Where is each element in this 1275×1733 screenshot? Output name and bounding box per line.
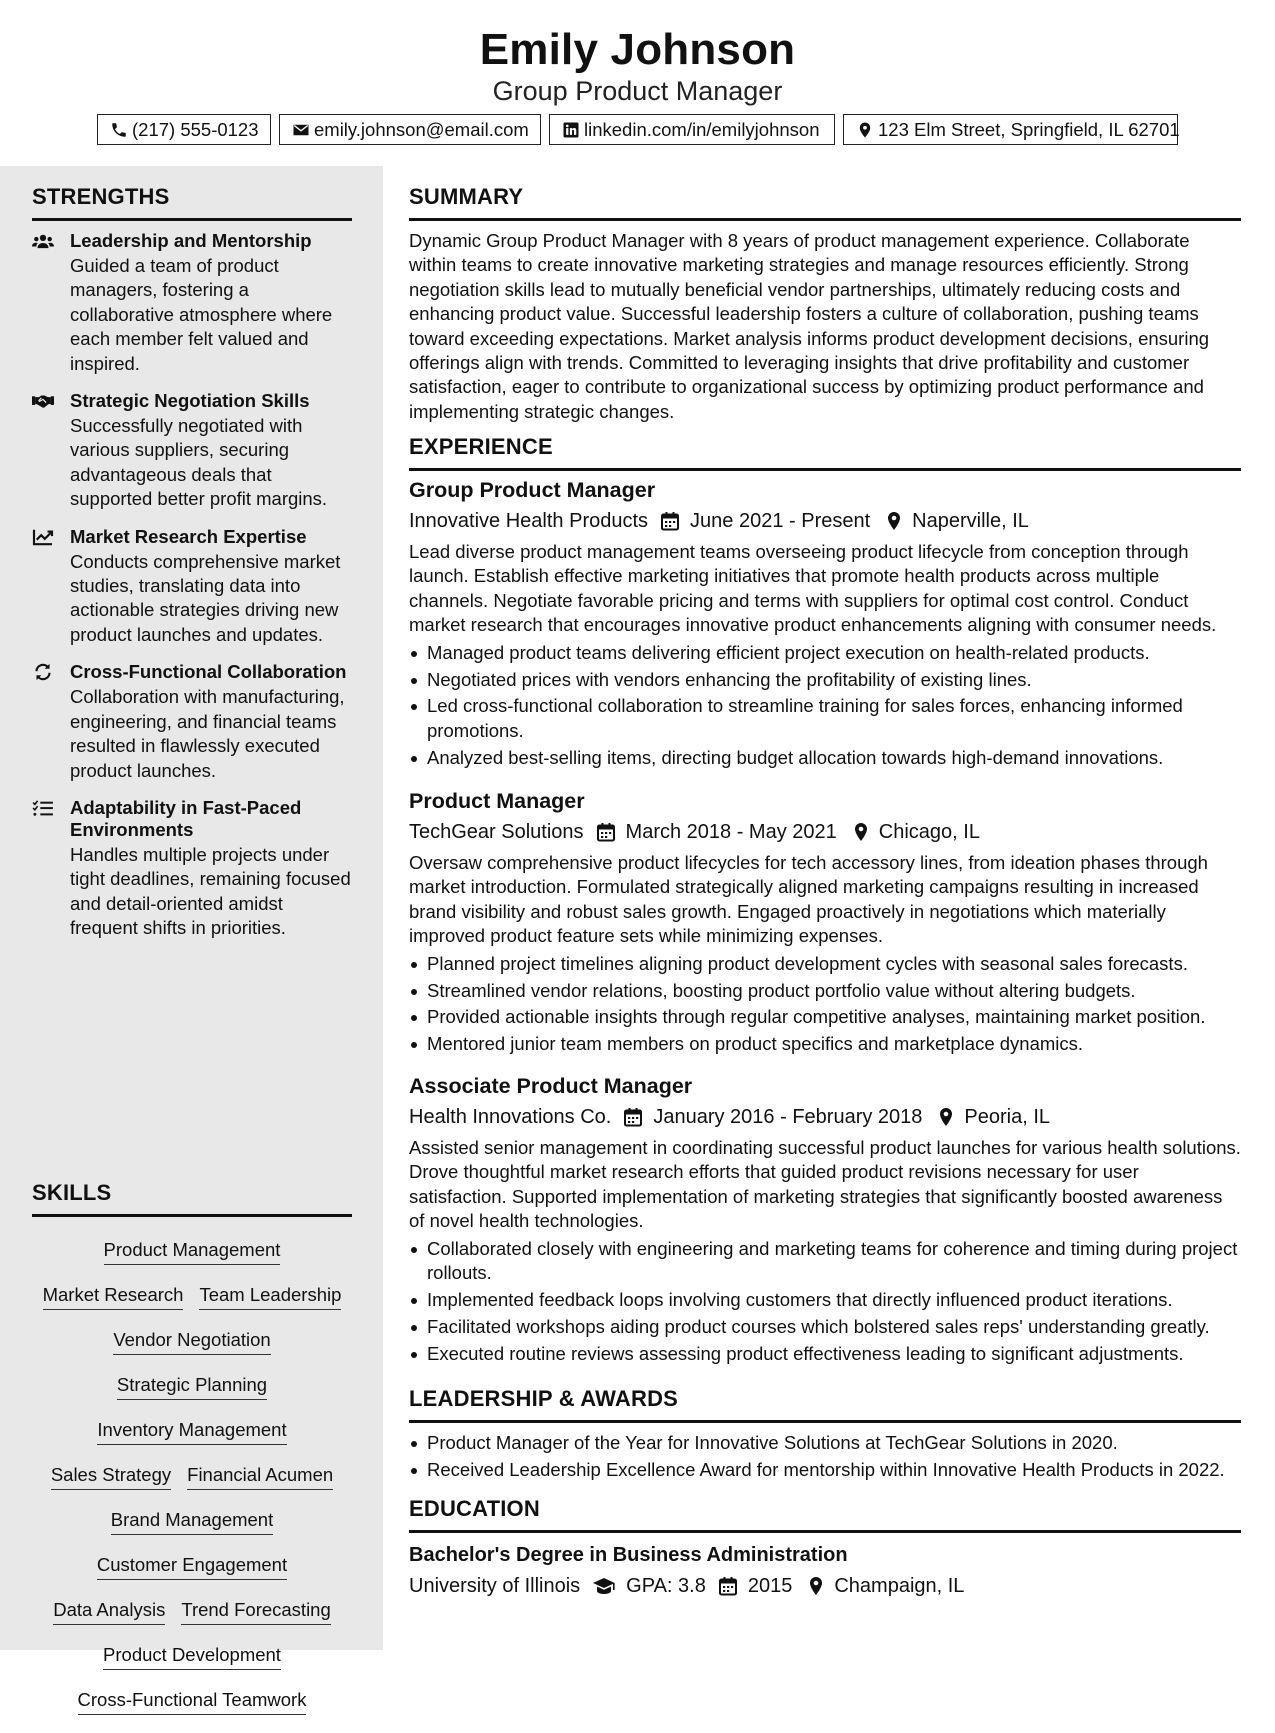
job-description: Lead diverse product management teams overseeing product lifecycle from conception through launch. Establish effective marketing initiatives that promote health products across multiple channels. Negotiate favorable pricing and terms with suppliers for optimal cost control. Conduct market research that encourages innovative product enhancements aligning with consumer needs.	[409, 541, 1217, 636]
job-bullet: Negotiated prices with vendors enhancing the profitability of existing lines.	[409, 668, 1241, 692]
skill-row	[32, 1238, 352, 1283]
awards-heading: LEADERSHIP & AWARDS	[409, 1386, 679, 1411]
education-section	[409, 1496, 1241, 1599]
location-icon	[806, 1576, 826, 1596]
contact-bar	[0, 114, 1275, 145]
skill-tag: Customer Engagement	[97, 1553, 287, 1580]
skill-tag: Vendor Negotiation	[113, 1328, 270, 1355]
skill-row	[32, 1688, 352, 1733]
job-location: Chicago, IL	[878, 821, 980, 843]
strength-item	[32, 797, 352, 941]
chart-line-icon	[32, 528, 54, 546]
skill-tag: Strategic Planning	[117, 1373, 267, 1400]
skill-tag: Product Management	[104, 1238, 281, 1265]
skill-tag: Cross-Functional Teamwork	[78, 1688, 307, 1715]
job-bullet: Facilitated workshops aiding product courses which bolstered sales reps' understanding greatly.	[409, 1315, 1241, 1339]
phone-icon	[110, 121, 128, 139]
skill-row	[32, 1283, 352, 1328]
experience-section	[409, 434, 1241, 471]
skill-row	[32, 1373, 352, 1418]
job-company: TechGear Solutions	[409, 821, 584, 843]
job-bullet: Streamlined vendor relations, boosting product portfolio value without altering budgets.	[409, 979, 1241, 1003]
job-title: Associate Product Manager	[409, 1074, 693, 1098]
job-description: Assisted senior management in coordinating successful product launches for various health solutions. Drove thoughtful market research efforts that guided product revisions necessary for user satisfaction. Supported implementation of marketing strategies that significantly boosted awareness of novel health technologies.	[409, 1137, 1241, 1232]
strengths-heading-block	[32, 184, 352, 221]
summary-section	[409, 184, 1241, 424]
job-entry	[409, 1073, 1241, 1369]
contact-linkedin[interactable]	[549, 114, 835, 145]
strengths-list	[32, 230, 352, 955]
summary-text: Dynamic Group Product Manager with 8 years of product management experience. Collaborate within teams to create innovative marketing strategies and manage resources efficiently. Strong negotiation skills lead to mutually beneficial vendor partnerships, ultimately reducing costs and enhancing product value. Successful leadership fosters a culture of collaboration, pushing teams toward exceeding expectations. Market analysis informs product development decisions, ensuring offerings align with trends. Committed to leveraging insights that drive profitability and customer satisfaction, eager to contribute to organizational success by optimizing product performance and implementing strategic changes.	[409, 230, 1210, 422]
skill-tag: Market Research	[43, 1283, 184, 1310]
job-entry	[409, 477, 1241, 773]
skill-tag: Brand Management	[111, 1508, 274, 1535]
graduation-cap-icon	[592, 1576, 616, 1596]
job-title: Product Manager	[409, 789, 585, 813]
section-divider	[409, 468, 1241, 471]
education-heading: EDUCATION	[409, 1496, 540, 1521]
award-item: Product Manager of the Year for Innovative Solutions at TechGear Solutions in 2020.	[409, 1431, 1241, 1455]
strength-description: Conducts comprehensive market studies, translating data into actionable strategies driving new product launches and updates.	[70, 550, 341, 645]
location-icon	[851, 822, 871, 842]
skill-tag: Team Leadership	[199, 1283, 341, 1310]
summary-heading: SUMMARY	[409, 184, 524, 209]
strengths-heading: STRENGTHS	[32, 184, 170, 209]
location-icon	[856, 121, 874, 139]
school-location: Champaign, IL	[834, 1575, 965, 1597]
resume-header	[0, 0, 1275, 166]
strength-item	[32, 526, 352, 648]
skill-row	[32, 1508, 352, 1553]
skill-tag: Trend Forecasting	[181, 1598, 330, 1625]
skill-tag: Product Development	[103, 1643, 281, 1670]
skill-tag: Data Analysis	[53, 1598, 165, 1625]
job-dates: January 2016 - February 2018	[653, 1106, 923, 1128]
strength-title: Cross-Functional Collaboration	[70, 661, 347, 683]
job-company: Innovative Health Products	[409, 510, 649, 532]
job-bullets	[409, 1237, 1241, 1367]
strength-title: Adaptability in Fast-Paced Environments	[70, 796, 302, 840]
skill-row	[32, 1643, 352, 1688]
degree-title: Bachelor's Degree in Business Administration	[409, 1544, 848, 1566]
calendar-icon	[596, 822, 616, 842]
job-meta	[409, 1104, 1241, 1130]
calendar-icon	[623, 1107, 643, 1127]
strength-description: Guided a team of product managers, fostering a collaborative atmosphere where each member felt valued and inspired.	[70, 255, 333, 374]
handshake-icon	[32, 392, 54, 410]
contact-email[interactable]	[279, 114, 541, 145]
contact-address-text: 123 Elm Street, Springfield, IL 62701	[878, 118, 1180, 140]
job-bullet: Analyzed best-selling items, directing budget allocation towards high-demand innovations.	[409, 746, 1241, 770]
section-divider	[409, 1530, 1241, 1533]
sync-icon	[32, 663, 54, 681]
strength-item	[32, 390, 352, 512]
job-bullet: Mentored junior team members on product specifics and marketplace dynamics.	[409, 1032, 1241, 1056]
linkedin-icon	[562, 121, 580, 139]
job-dates: March 2018 - May 2021	[625, 821, 837, 843]
candidate-title: Group Product Manager	[492, 76, 783, 106]
job-entry	[409, 788, 1241, 1059]
email-icon	[292, 121, 310, 139]
skill-row	[32, 1463, 352, 1508]
skill-row	[32, 1328, 352, 1373]
skills-heading-block	[32, 1180, 352, 1217]
strength-item	[32, 230, 352, 376]
strength-title: Leadership and Mentorship	[70, 230, 312, 251]
skill-row	[32, 1598, 352, 1643]
skill-tag: Financial Acumen	[187, 1463, 333, 1490]
contact-phone[interactable]	[97, 114, 271, 145]
skill-row	[32, 1418, 352, 1463]
job-title: Group Product Manager	[409, 478, 656, 502]
job-bullets	[409, 641, 1241, 771]
location-icon	[884, 511, 904, 531]
job-meta	[409, 819, 1241, 845]
skills-list	[32, 1238, 352, 1733]
sidebar	[0, 166, 383, 1710]
job-bullet: Provided actionable insights through regular competitive analyses, maintaining market position.	[409, 1005, 1241, 1029]
job-bullet: Executed routine reviews assessing product effectiveness leading to significant adjustments.	[409, 1342, 1241, 1366]
job-description: Oversaw comprehensive product lifecycles for tech accessory lines, from ideation phases through market introduction. Formulated strategically aligned marketing campaigns resulting in increased brand visibility and robust sales growth. Engaged proactively in negotiations which materially improved product feature sets while minimizing expenses.	[409, 852, 1208, 947]
job-bullet: Implemented feedback loops involving customers that directly influenced product iterations.	[409, 1288, 1241, 1312]
job-company: Health Innovations Co.	[409, 1106, 612, 1128]
strength-description: Handles multiple projects under tight deadlines, remaining focused and detail-oriented amidst frequent shifts in priorities.	[70, 843, 351, 939]
job-location: Peoria, IL	[964, 1106, 1051, 1128]
skill-row	[32, 1553, 352, 1598]
awards-section	[409, 1386, 1241, 1485]
awards-list	[409, 1431, 1241, 1482]
job-bullet: Planned project timelines aligning product development cycles with seasonal sales forecasts.	[409, 952, 1241, 976]
calendar-icon	[660, 511, 680, 531]
job-bullets	[409, 952, 1241, 1057]
award-item: Received Leadership Excellence Award for mentorship within Innovative Health Products in 2022.	[409, 1458, 1241, 1482]
gpa: GPA: 3.8	[626, 1575, 706, 1597]
graduation-year: 2015	[747, 1575, 793, 1597]
candidate-name: Emily Johnson	[479, 25, 796, 74]
section-divider	[32, 218, 352, 221]
task-list-icon	[32, 799, 54, 817]
education-meta	[409, 1573, 1241, 1599]
section-divider	[32, 1214, 352, 1217]
job-location: Naperville, IL	[912, 510, 1029, 532]
skills-heading: SKILLS	[32, 1180, 112, 1205]
strength-title: Strategic Negotiation Skills	[70, 390, 310, 412]
section-divider	[409, 1420, 1241, 1423]
strength-description: Collaboration with manufacturing, engineering, and financial teams resulted in flawlessly executed product launches.	[70, 686, 345, 781]
location-icon	[936, 1107, 956, 1127]
strength-description: Successfully negotiated with various suppliers, securing advantageous deals that supported better profit margins.	[70, 415, 328, 510]
job-meta	[409, 508, 1241, 534]
calendar-icon	[718, 1576, 738, 1596]
users-icon	[32, 232, 54, 250]
skill-tag: Inventory Management	[97, 1418, 286, 1445]
contact-linkedin-text: linkedin.com/in/emilyjohnson	[584, 118, 820, 140]
strength-item	[32, 661, 352, 783]
strength-title: Market Research Expertise	[70, 525, 307, 547]
contact-address[interactable]	[843, 114, 1178, 145]
section-divider	[409, 218, 1241, 221]
job-bullet: Managed product teams delivering efficient project execution on health-related products.	[409, 641, 1241, 665]
experience-heading: EXPERIENCE	[409, 434, 553, 459]
job-bullet: Led cross-functional collaboration to streamline training for sales forces, enhancing informed promotions.	[409, 694, 1241, 743]
job-bullet: Collaborated closely with engineering and marketing teams for coherence and timing during project rollouts.	[409, 1237, 1241, 1286]
contact-phone-text: (217) 555-0123	[132, 118, 259, 140]
school-name: University of Illinois	[409, 1575, 581, 1597]
job-dates: June 2021 - Present	[690, 510, 871, 532]
skill-tag: Sales Strategy	[51, 1463, 171, 1490]
contact-email-text: emily.johnson@email.com	[314, 118, 529, 140]
